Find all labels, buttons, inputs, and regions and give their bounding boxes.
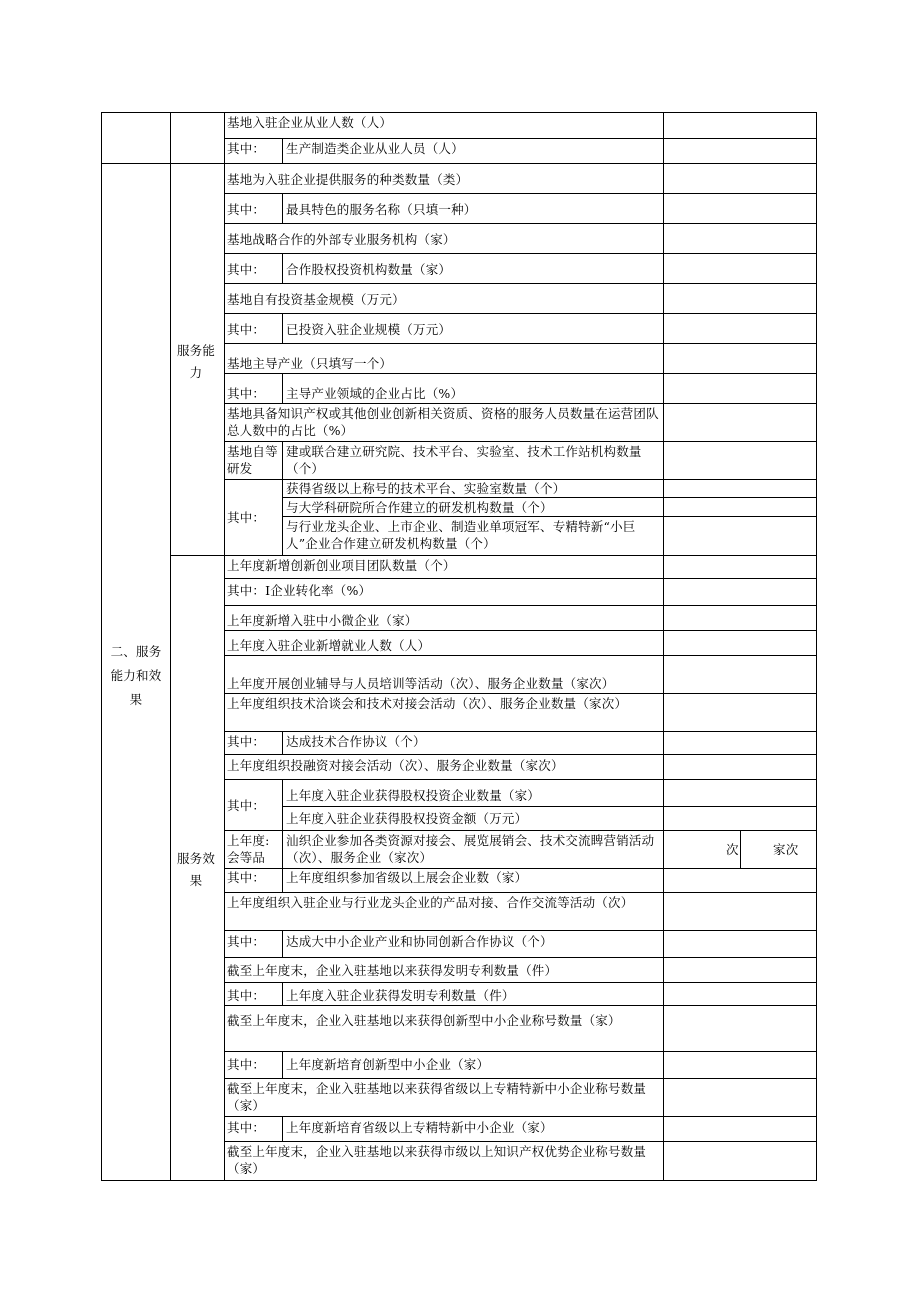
row-label: 截至上年度末，企业入驻基地以来获得发明专利数量（件）: [227, 963, 558, 978]
grid-line: [170, 555, 817, 556]
grid-line: [282, 1051, 283, 1078]
grid-line: [282, 779, 283, 892]
grid-line: [282, 313, 283, 343]
grid-line: [170, 112, 171, 1181]
row-label: 最具特色的服务名称（只填一种）: [286, 202, 477, 217]
row-prefix: 其中：: [227, 510, 266, 525]
grid-line: [224, 1078, 817, 1079]
grid-line: [101, 163, 817, 164]
row-label: 基地自有投资基金规模（万元）: [227, 292, 405, 307]
row-prefix: 其中：: [227, 734, 266, 749]
grid-line: [663, 112, 664, 1181]
row-label: 基地为入驻企业提供服务的种类数量（类）: [227, 172, 469, 187]
grid-line: [224, 223, 817, 224]
grid-line: [224, 138, 817, 139]
row-label: 与行业龙头企业、上市企业、制造业单项冠军、专精特新“小巨人”企业合作建立研发机构数量（个）: [286, 519, 636, 551]
grid-line: [282, 806, 817, 807]
row-prefix: 其中：: [227, 870, 266, 885]
grid-line: [282, 731, 283, 754]
grid-line: [282, 253, 283, 283]
row-label: 达成技术合作协议（个）: [286, 734, 426, 749]
row-label: 建或联合建立研究院、技术平台、实验室、技术工作站机构数量（个）: [286, 444, 642, 476]
row-prefix: 其中：: [227, 934, 266, 949]
row-label: 上年度新培育创新型中小企业（家）: [286, 1057, 490, 1072]
row-label: 上年度新培育省级以上专精特新中小企业（家）: [286, 1120, 553, 1135]
grid-line: [282, 982, 283, 1005]
grid-line: [224, 830, 817, 831]
grid-line: [224, 1005, 817, 1006]
row-label: 基地具备知识产权或其他创业创新相关资质、资格的服务人员数量在运营团队总人数中的占比（%）: [227, 406, 659, 438]
row-label: 上年度新增入驻中小微企业（家）: [227, 613, 418, 628]
row-label: 基地入驻企业从业人数（人）: [227, 115, 393, 130]
grid-line: [224, 957, 817, 958]
grid-line: [224, 441, 817, 442]
row-label: 截至上年度末，企业入驻基地以来获得创新型中小企业称号数量（家）: [227, 1013, 621, 1028]
row-label: 上年度入驻企业获得股权投资金额（万元）: [286, 811, 528, 826]
row-prefix: 其中：: [227, 262, 266, 277]
table-border: [101, 112, 817, 113]
row-label: 合作股权投资机构数量（家）: [286, 262, 452, 277]
grid-line: [282, 497, 817, 498]
row-label: 上年度开展创业辅导与人员培训等活动（次）、服务企业数量（家次）: [227, 676, 615, 691]
grid-line: [224, 1116, 817, 1117]
row-label: 生产制造类企业从业人员（人）: [286, 141, 464, 156]
grid-line: [224, 630, 817, 631]
grid-line: [224, 193, 817, 194]
row-label: 上年度组织技术洽谈会和技术对接会活动（次）、服务企业数量（家次）: [227, 696, 628, 711]
grid-line: [282, 441, 283, 556]
grid-line: [224, 731, 817, 732]
grid-line: [224, 693, 817, 694]
grid-line: [224, 605, 817, 606]
row-label: 上年度组织入驻企业与行业龙头企业的产品对接、合作交流等活动（次）: [227, 895, 634, 910]
grid-line: [224, 283, 817, 284]
row-label: 上年度新增创新创业项目团队数量（个）: [227, 558, 456, 573]
row-label: 达成大中小企业产业和协同创新合作协议（个）: [286, 934, 553, 949]
grid-line: [224, 982, 817, 983]
row-label: 截至上年度末，企业入驻基地以来获得市级以上知识产权优势企业称号数量（家）: [227, 1144, 647, 1176]
row-label: 主导产业领域的企业占比（%）: [286, 386, 464, 401]
unit-label: 次: [726, 842, 739, 857]
grid-line: [224, 779, 817, 780]
row-label: 基地主导产业（只填写一个）: [227, 356, 393, 371]
table-border: [816, 112, 817, 1181]
grid-line: [224, 343, 817, 344]
grid-line: [224, 892, 817, 893]
row-label: 截至上年度末，企业入驻基地以来获得省级以上专精特新中小企业称号数量（家）: [227, 1081, 647, 1113]
grid-line: [224, 373, 817, 374]
grid-line: [224, 112, 225, 1181]
grid-line: [224, 754, 817, 755]
grid-line: [282, 373, 283, 403]
grid-line: [224, 253, 817, 254]
row-label: 基地战略合作的外部专业服务机构（家）: [227, 232, 456, 247]
grid-line: [282, 930, 283, 957]
row-prefix: 其中：: [227, 386, 266, 401]
row-label: 与大学科研院所合作建立的研发机构数量（个）: [286, 500, 553, 515]
row-label: 上年度组织投融资对接会活动（次）、服务企业数量（家次）: [227, 758, 564, 773]
grid-line: [282, 138, 283, 164]
row-prefix: 其中：: [227, 202, 266, 217]
grid-line: [224, 1141, 817, 1142]
grid-line: [282, 1116, 283, 1141]
row-prefix: 其中：: [227, 798, 266, 813]
row-label: 其中：I企业转化率（%）: [227, 583, 372, 598]
table-border: [101, 112, 102, 1181]
row-prefix: 其中：: [227, 1120, 266, 1135]
row-label: 上年度入驻企业获得发明专利数量（件）: [286, 988, 515, 1003]
row-label: 获得省级以上称号的技术平台、实验室数量（个）: [286, 481, 566, 496]
row-prefix: 其中：: [227, 141, 266, 156]
grid-line: [224, 655, 817, 656]
grid-line: [224, 1051, 817, 1052]
grid-line: [740, 830, 741, 868]
grid-line: [224, 578, 817, 579]
subsection-label: 服务效果: [176, 851, 216, 888]
row-label: 已投资入驻企业规模（万元）: [286, 322, 452, 337]
grid-line: [282, 516, 817, 517]
row-label: 上年度入驻企业获得股权投资企业数量（家）: [286, 788, 541, 803]
row-label: 上年度组织参加省级以上展会企业数（家）: [286, 870, 528, 885]
table-border: [101, 1180, 817, 1181]
row-prefix: 其中：: [227, 322, 266, 337]
row-prefix: 其中：: [227, 988, 266, 1003]
row-prefix: 其中：: [227, 1057, 266, 1072]
grid-line: [282, 193, 283, 223]
section-label: 二、服务能力和效果: [110, 644, 162, 707]
grid-line: [224, 403, 817, 404]
grid-line: [224, 930, 817, 931]
row-prefix: 上年度:会等品: [227, 833, 270, 865]
row-label: 上年度入驻企业新增就业人数（人）: [227, 638, 431, 653]
row-prefix: 基地自等研发: [227, 444, 278, 476]
unit-label: 家次: [773, 842, 799, 857]
grid-line: [224, 313, 817, 314]
subsection-label: 服务能力: [176, 343, 216, 380]
row-label: 汕织企业参加各类资源对接会、展览展销会、技术交流睥营销活动（次）、服务企业（家次）: [286, 833, 655, 865]
